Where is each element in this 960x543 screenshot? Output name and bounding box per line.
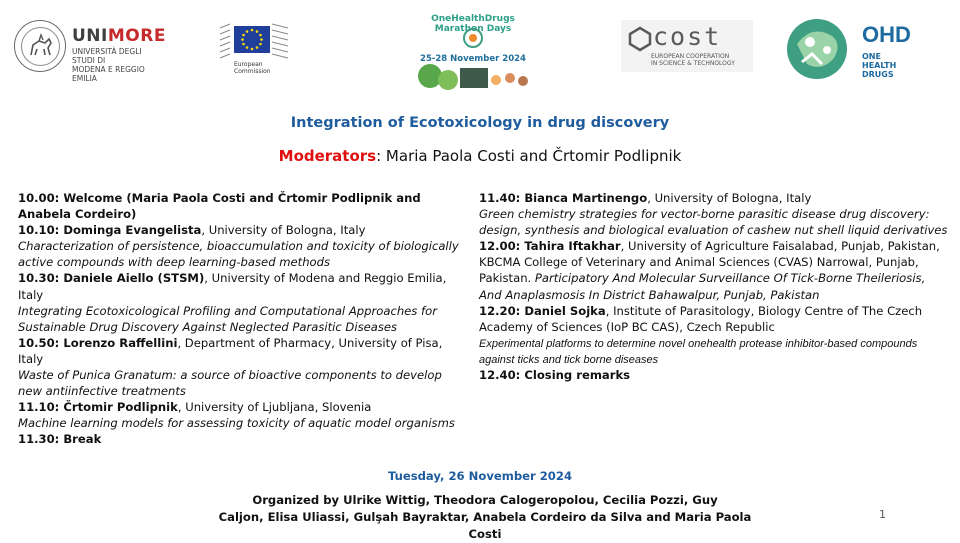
schedule-left-column — [18, 190, 468, 448]
university-seal-icon — [14, 20, 66, 72]
cost-wordmark: cost — [653, 22, 722, 51]
marathon-title: OneHealthDrugs Marathon Days — [431, 14, 515, 34]
cost-hexagon-icon — [627, 26, 653, 52]
unimore-subtitle: UNIVERSITÀ DEGLI STUDI DI MODENA E REGGIO EMILIA — [72, 47, 145, 83]
entry-affiliation: , Department of Pharmacy, University of Pisa, Italy — [18, 335, 443, 366]
european-commission-logo — [216, 20, 298, 80]
entry-talk-title: Machine learning models for assessing toxicity of aquatic model organisms — [18, 416, 455, 431]
entry-time-speaker: 12.00: Tahira Iftakhar — [479, 239, 621, 254]
entry-affiliation: , University of Bologna, Italy — [201, 223, 366, 238]
entry-time-speaker: 11.40: Bianca Martinengo — [479, 191, 648, 205]
schedule-entry — [18, 222, 468, 270]
entry-talk-title: Experimental platforms to determine novel onehealth protease inhibitor-based compounds against ticks and tick borne diseases — [479, 337, 918, 366]
marathon-illustration-icon — [408, 8, 538, 96]
entry-time-speaker: 10.50: Lorenzo Raffellini — [18, 335, 178, 350]
entry-affiliation: , University of Ljubljana, Slovenia — [177, 400, 372, 415]
entry-time-speaker: 10.30: Daniele Aiello (STSM) — [18, 271, 205, 286]
ohd-wordmark: OHD — [862, 22, 911, 47]
cost-logo — [621, 20, 753, 72]
marathon-days-logo — [408, 8, 538, 96]
schedule-entry — [479, 238, 949, 302]
logo-bar — [0, 0, 960, 100]
entry-time-speaker: 10.10: Dominga Evangelista — [18, 223, 202, 238]
schedule-right-column — [479, 190, 949, 383]
eu-building-flag-icon — [216, 20, 298, 62]
organizers — [215, 492, 755, 543]
marathon-dates: 25-28 November 2024 — [420, 54, 526, 64]
unimore-wordmark: UNIMORE — [72, 26, 166, 46]
ohd-logo — [782, 14, 932, 84]
schedule-entry — [479, 303, 949, 367]
entry-affiliation: , Institute of Parasitology, Biology Centre of The Czech Academy of Sciences (IoP BC CAS), Czech Republic — [479, 303, 923, 334]
schedule-entry — [18, 190, 468, 222]
organizers-line: Organized by Ulrike Wittig, Theodora Calogeropolou, Cecilia Pozzi, Guy — [252, 493, 718, 507]
schedule-entry — [18, 335, 468, 399]
entry-time-speaker: 11.10: Črtomir Podlipnik — [18, 400, 178, 415]
entry-time-speaker: 12.40: Closing remarks — [479, 368, 631, 383]
entry-talk-title: Waste of Punica Granatum: a source of bioactive components to develop new antiinfective treatments — [18, 368, 442, 399]
ohd-caption: ONE HEALTH DRUGS — [862, 52, 897, 79]
entry-affiliation: , University of Agriculture Faisalabad, Punjab, Pakistan, KBCMA College of Veterinary and Animal Sciences (CVAS) Narrowal, Punjab, Pakistan. — [479, 239, 940, 286]
moderators-line — [0, 147, 960, 165]
moderators-label: Moderators — [278, 147, 377, 165]
schedule-entry — [18, 431, 468, 447]
ohd-emblem-icon — [782, 14, 852, 84]
entry-talk-title: Green chemistry strategies for vector-borne parasitic disease drug discovery: design, synthesis and biological evaluation of cashew nut shell liquid derivatives — [479, 207, 948, 238]
entry-affiliation: , University of Bologna, Italy — [647, 191, 812, 205]
entry-talk-title: Participatory And Molecular Surveillance Of Tick-Borne Theileriosis, And Anaplasmosis In District Bahawalpur, Punjab, Pakistan — [479, 271, 926, 302]
schedule-entry — [18, 270, 468, 334]
eu-caption: European Commission — [234, 61, 271, 75]
entry-talk-title: Characterization of persistence, bioaccumulation and toxicity of biologically active compounds with deep learning-based methods — [18, 239, 459, 270]
entry-time-speaker: 10.00: Welcome (Maria Paola Costi and Črtomir Podlipnik and Anabela Cordeiro) — [18, 191, 421, 222]
moderators-names: : Maria Paola Costi and Črtomir Podlipnik — [376, 147, 682, 165]
schedule-entry — [479, 367, 949, 383]
organizers-line: Caljon, Elisa Uliassi, Gulşah Bayraktar, Anabela Cordeiro da Silva and Maria Paola Costi — [218, 510, 752, 541]
session-title: Integration of Ecotoxicology in drug discovery — [290, 115, 670, 131]
entry-time-speaker: 11.30: Break — [18, 432, 102, 447]
unimore-logo — [14, 20, 166, 83]
event-date: Tuesday, 26 November 2024 — [387, 469, 573, 483]
entry-talk-title: Integrating Ecotoxicological Profiling and Computational Approaches for Sustainable Drug Discovery Against Neglected Parasitic Diseases — [18, 303, 437, 334]
schedule-entry — [18, 399, 468, 431]
entry-time-speaker: 12.20: Daniel Sojka — [479, 303, 606, 318]
entry-affiliation: , University of Modena and Reggio Emilia, Italy — [18, 271, 447, 302]
schedule-entry — [479, 190, 949, 238]
page-number: 1 — [879, 508, 886, 521]
cost-caption: EUROPEAN COOPERATION IN SCIENCE & TECHNOLOGY — [651, 53, 735, 67]
